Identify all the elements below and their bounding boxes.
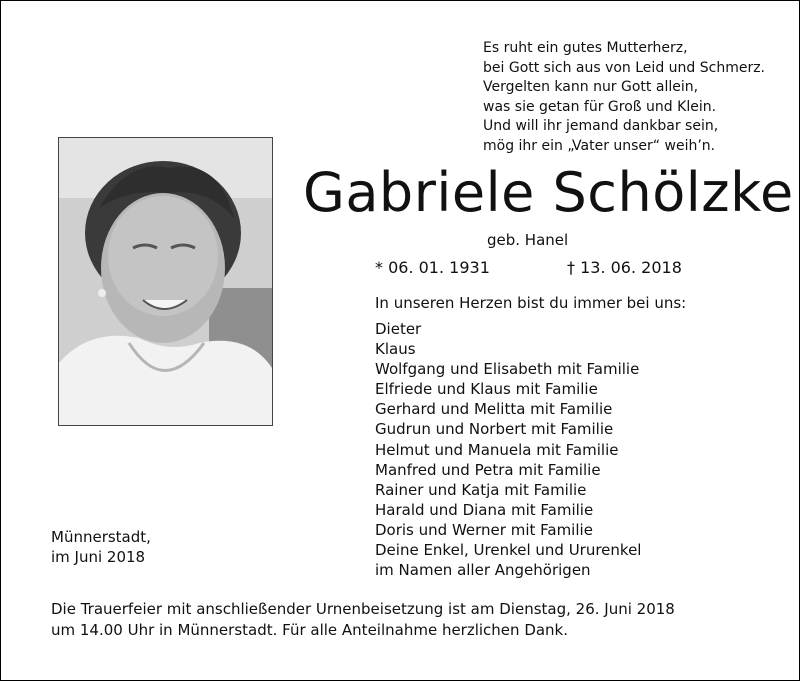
poem-line: Vergelten kann nur Gott allein, bbox=[483, 79, 699, 96]
poem-line: Es ruht ein gutes Mutterherz, bbox=[483, 40, 688, 56]
list-item: Harald und Diana mit Familie bbox=[375, 500, 594, 519]
list-item: Deine Enkel, Urenkel und Ururenkel bbox=[375, 541, 642, 560]
poem-line: was sie getan für Groß und Klein. bbox=[483, 98, 717, 115]
poem-line: Und will ihr jemand dankbar sein, bbox=[483, 118, 719, 135]
funeral-info bbox=[51, 599, 675, 640]
funeral-info-line: um 14.00 Uhr in Münnerstadt. Für alle Anteilnahme herzlichen Dank. bbox=[51, 620, 569, 639]
list-item: Wolfgang und Elisabeth mit Familie bbox=[375, 360, 640, 379]
poem-line: mög ihr ein „Vater unser“ weih’n. bbox=[483, 137, 716, 154]
poem-line: bei Gott sich aus von Leid und Schmerz. bbox=[483, 59, 765, 76]
list-item: Doris und Werner mit Familie bbox=[375, 520, 593, 539]
portrait-photo bbox=[58, 137, 273, 426]
list-item: Dieter bbox=[375, 320, 422, 338]
birth-date: * 06. 01. 1931 bbox=[375, 258, 490, 277]
deceased-name: Gabriele Schölzke bbox=[303, 161, 794, 224]
list-item: Gerhard und Melitta mit Familie bbox=[375, 400, 613, 419]
place-and-date bbox=[51, 528, 151, 567]
list-item: Helmut und Manuela mit Familie bbox=[375, 440, 619, 459]
maiden-name: geb. Hanel bbox=[487, 231, 569, 249]
place-city: Münnerstadt, bbox=[51, 528, 151, 546]
mourners-list bbox=[375, 319, 641, 580]
list-item: Klaus bbox=[375, 340, 416, 359]
list-item: Manfred und Petra mit Familie bbox=[375, 460, 601, 479]
list-item: Gudrun und Norbert mit Familie bbox=[375, 420, 614, 439]
list-item: Elfriede und Klaus mit Familie bbox=[375, 380, 598, 399]
funeral-info-line: Die Trauerfeier mit anschließender Urnenbeisetzung ist am Dienstag, 26. Juni 2018 bbox=[51, 600, 675, 618]
list-item: Rainer und Katja mit Familie bbox=[375, 480, 587, 499]
place-date: im Juni 2018 bbox=[51, 547, 146, 566]
memorial-poem bbox=[483, 39, 765, 157]
list-item: im Namen aller Angehörigen bbox=[375, 561, 591, 580]
death-date: † 13. 06. 2018 bbox=[567, 258, 682, 277]
mourners-intro: In unseren Herzen bist du immer bei uns: bbox=[375, 294, 687, 312]
